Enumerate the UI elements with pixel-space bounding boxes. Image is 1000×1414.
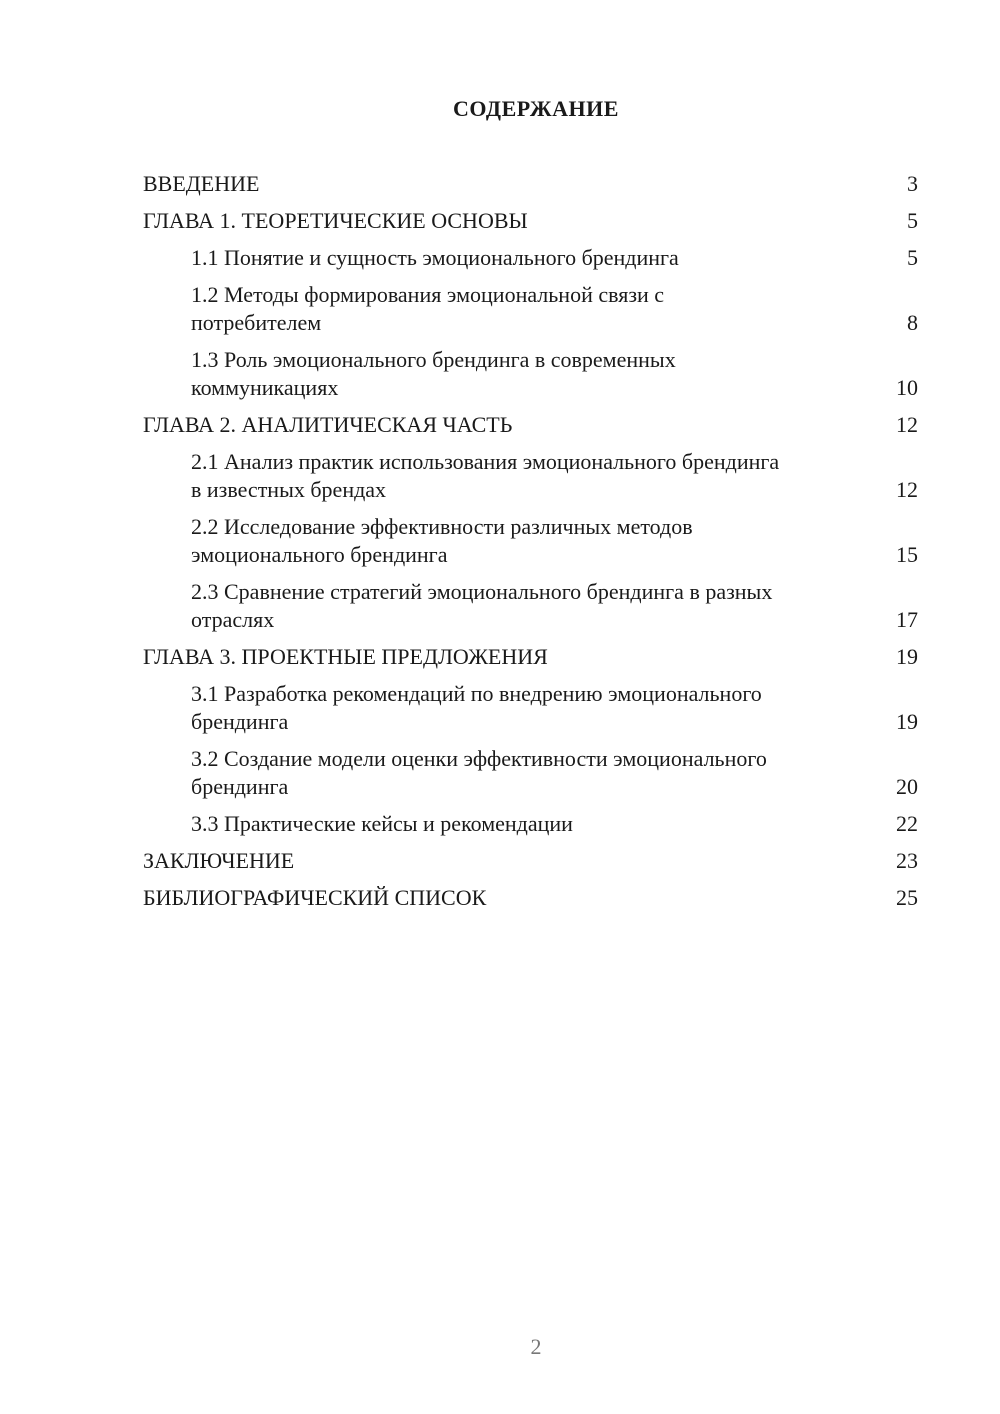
toc-entry-label: БИБЛИОГРАФИЧЕСКИЙ СПИСОК xyxy=(143,885,487,910)
toc-entry-page: 19 xyxy=(896,644,918,669)
toc-entry-page: 20 xyxy=(896,774,918,799)
toc-entry-label: 1.2 Методы формирования эмоциональной связи с потребителем xyxy=(191,282,665,335)
toc-entry-section-2-2[interactable] xyxy=(143,513,918,569)
toc-entry-page: 15 xyxy=(896,542,918,567)
toc-entry-section-3-2[interactable] xyxy=(143,745,918,801)
toc-entry-label: 3.2 Создание модели оценки эффективности эмоционального брендинга xyxy=(191,746,767,799)
toc-entry-page: 25 xyxy=(896,885,918,910)
toc-entry-chapter-2[interactable] xyxy=(143,411,918,439)
toc-entry-page: 17 xyxy=(896,607,918,632)
toc-entry-conclusion[interactable] xyxy=(143,847,918,875)
toc-entry-chapter-3[interactable] xyxy=(143,643,918,671)
toc-entry-chapter-1[interactable] xyxy=(143,207,918,235)
toc-entry-page: 5 xyxy=(907,245,918,270)
toc-entry-label: ГЛАВА 2. АНАЛИТИЧЕСКАЯ ЧАСТЬ xyxy=(143,412,513,437)
toc-entry-label: 2.3 Сравнение стратегий эмоционального брендинга в разных отраслях xyxy=(191,579,773,632)
table-of-contents xyxy=(143,170,918,921)
toc-entry-section-1-2[interactable] xyxy=(143,281,918,337)
page-number: 2 xyxy=(530,1334,542,1359)
toc-entry-label: 3.1 Разработка рекомендаций по внедрению эмоционального брендинга xyxy=(191,681,762,734)
toc-entry-page: 5 xyxy=(907,208,918,233)
toc-entry-page: 3 xyxy=(907,171,918,196)
toc-entry-page: 12 xyxy=(896,477,918,502)
toc-entry-section-3-1[interactable] xyxy=(143,680,918,736)
toc-entry-label: ГЛАВА 1. ТЕОРЕТИЧЕСКИЕ ОСНОВЫ xyxy=(143,208,528,233)
page-title: СОДЕРЖАНИЕ xyxy=(453,96,619,121)
toc-entry-label: ЗАКЛЮЧЕНИЕ xyxy=(143,848,295,873)
toc-entry-introduction[interactable] xyxy=(143,170,918,198)
toc-entry-label: 1.3 Роль эмоционального брендинга в современных коммуникациях xyxy=(191,347,676,400)
toc-entry-label: 3.3 Практические кейсы и рекомендации xyxy=(191,811,573,836)
toc-entry-label: 2.2 Исследование эффективности различных методов эмоционального брендинга xyxy=(191,514,693,567)
toc-entry-page: 8 xyxy=(907,310,918,335)
toc-entry-page: 19 xyxy=(896,709,918,734)
toc-entry-page: 10 xyxy=(896,375,918,400)
toc-entry-section-1-3[interactable] xyxy=(143,346,918,402)
toc-entry-section-3-3[interactable] xyxy=(143,810,918,838)
toc-entry-section-1-1[interactable] xyxy=(143,244,918,272)
toc-entry-label: ВВЕДЕНИЕ xyxy=(143,171,260,196)
toc-entry-page: 12 xyxy=(896,412,918,437)
toc-entry-page: 22 xyxy=(896,811,918,836)
toc-entry-label: 2.1 Анализ практик использования эмоционального брендинга в известных брендах xyxy=(191,449,780,502)
toc-entry-section-2-3[interactable] xyxy=(143,578,918,634)
toc-entry-label: 1.1 Понятие и сущность эмоционального брендинга xyxy=(191,245,679,270)
toc-entry-section-2-1[interactable] xyxy=(143,448,918,504)
toc-entry-label: ГЛАВА 3. ПРОЕКТНЫЕ ПРЕДЛОЖЕНИЯ xyxy=(143,644,548,669)
toc-entry-bibliography[interactable] xyxy=(143,884,918,912)
toc-entry-page: 23 xyxy=(896,848,918,873)
